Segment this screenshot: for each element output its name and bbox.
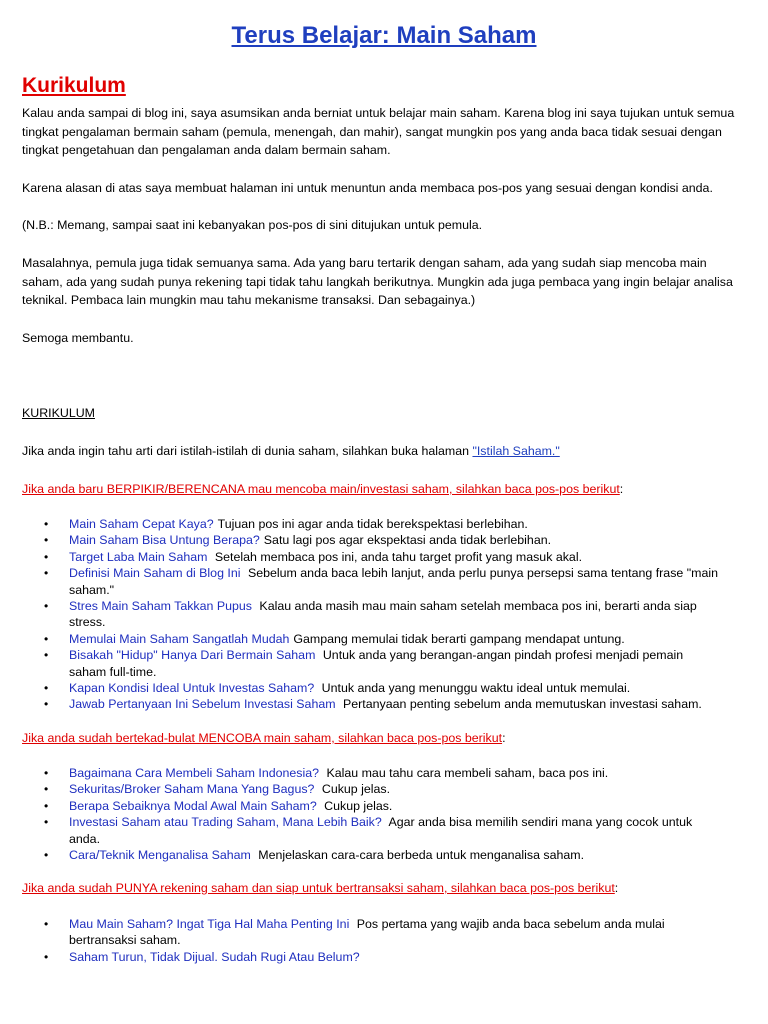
bullet-icon: • xyxy=(44,599,49,614)
list-item xyxy=(22,847,722,863)
intro-paragraph-1: Kalau anda sampai di blog ini, saya asumsikan anda berniat untuk belajar main saham. Karena blog ini saya tujukan untuk semua tingkat pengalaman bermain saham (pemula, menengah, dan mahir), sangat mungkin pos yang anda baca tidak sesuai dengan tingkat pengetahuan dan pengalaman anda dalam bermain saham. xyxy=(22,106,735,157)
kurikulum-heading: Kurikulum xyxy=(22,74,126,97)
post-link[interactable]: Kapan Kondisi Ideal Untuk Investas Saham? xyxy=(69,681,315,696)
bullet-icon: • xyxy=(44,631,49,646)
post-description: Agar anda bisa memilih sendiri mana yang cocok untuk anda. xyxy=(69,815,693,846)
intro-paragraph-5: Semoga membantu. xyxy=(22,331,134,345)
bullet-icon: • xyxy=(44,566,49,581)
post-description: Kalau mau tahu cara membeli saham, baca pos ini. xyxy=(323,766,609,780)
post-link[interactable]: Main Saham Bisa Untung Berapa? xyxy=(69,533,260,548)
list-item xyxy=(22,916,722,949)
post-link[interactable]: Cara/Teknik Menganalisa Saham xyxy=(69,848,251,863)
post-description: Gampang memulai tidak berarti gampang mendapat untung. xyxy=(293,631,625,646)
section-3-list xyxy=(22,916,722,965)
post-description: Untuk anda yang menunggu waktu ideal untuk memulai. xyxy=(318,681,631,696)
list-item xyxy=(22,532,722,548)
post-link[interactable]: Sekuritas/Broker Saham Mana Yang Bagus? xyxy=(69,782,315,797)
post-link[interactable]: Mau Main Saham? Ingat Tiga Hal Maha Penting Ini xyxy=(69,917,350,931)
post-link[interactable]: Bisakah "Hidup" Hanya Dari Bermain Saham xyxy=(69,648,316,663)
post-description: Cukup jelas. xyxy=(318,782,391,797)
section-1-heading-colon: : xyxy=(619,482,624,496)
list-item xyxy=(22,680,722,696)
post-link[interactable]: Main Saham Cepat Kaya? xyxy=(69,517,214,531)
bullet-icon: • xyxy=(44,648,49,663)
list-item xyxy=(22,549,722,565)
list-item xyxy=(22,798,722,814)
post-link[interactable]: Saham Turun, Tidak Dijual. Sudah Rugi Atau Belum? xyxy=(69,949,360,964)
bullet-icon: • xyxy=(44,517,49,531)
list-item xyxy=(22,631,722,647)
bullet-icon: • xyxy=(44,798,49,813)
list-item xyxy=(22,647,722,680)
post-link[interactable]: Bagaimana Cara Membeli Saham Indonesia? xyxy=(69,766,320,780)
post-link[interactable]: Jawab Pertanyaan Ini Sebelum Investasi Saham xyxy=(69,697,336,712)
list-item xyxy=(22,565,722,598)
page-title[interactable]: Terus Belajar: Main Saham xyxy=(231,22,537,49)
istilah-text: Jika anda ingin tahu arti dari istilah-istilah di dunia saham, silahkan buka halaman xyxy=(22,444,473,458)
intro-paragraph-3: (N.B.: Memang, sampai saat ini kebanyakan pos-pos di sini ditujukan untuk pemula. xyxy=(22,218,483,232)
post-link[interactable]: Definisi Main Saham di Blog Ini xyxy=(69,566,241,581)
section-3-heading-text: Jika anda sudah PUNYA rekening saham dan siap untuk bertransaksi saham, silahkan baca pos-pos berikut xyxy=(22,881,615,895)
post-description: Untuk anda yang berangan-angan pindah profesi menjadi pemain saham full-time. xyxy=(69,648,684,679)
section-2-heading xyxy=(22,729,746,748)
post-description: Pertanyaan penting sebelum anda memutuskan investasi saham. xyxy=(339,697,702,712)
post-description: Cukup jelas. xyxy=(320,798,393,813)
intro-paragraph-4: Masalahnya, pemula juga tidak semuanya sama. Ada yang baru tertarik dengan saham, ada yang sudah siap mencoba main saham, ada yang sudah punya rekening tapi tidak tahu langkah berikutnya. Mungkin ada juga pembaca yang ingin belajar analisa teknikal. Pembaca lain mungkin mau tahu mekanisme transaksi. Dan sebagainya.) xyxy=(22,256,733,307)
post-description: Tujuan pos ini agar anda tidak berekspektasi berlebihan. xyxy=(217,517,528,531)
post-link[interactable]: Stres Main Saham Takkan Pupus xyxy=(69,599,252,614)
section-3-heading-colon: : xyxy=(614,881,619,895)
list-item xyxy=(22,781,722,797)
section-1-list xyxy=(22,516,722,713)
section-1-heading-text: Jika anda baru BERPIKIR/BERENCANA mau mencoba main/investasi saham, silahkan baca pos-pos berikut xyxy=(22,482,620,496)
bullet-icon: • xyxy=(44,549,49,564)
post-description: Kalau anda masih mau main saham setelah membaca pos ini, berarti anda siap stress. xyxy=(69,599,697,630)
post-link[interactable]: Berapa Sebaiknya Modal Awal Main Saham? xyxy=(69,798,317,813)
list-item xyxy=(22,949,722,965)
bullet-icon: • xyxy=(44,917,49,931)
post-link[interactable]: Memulai Main Saham Sangatlah Mudah xyxy=(69,631,290,646)
intro-paragraph-2: Karena alasan di atas saya membuat halaman ini untuk menuntun anda membaca pos-pos yang sesuai dengan kondisi anda. xyxy=(22,181,713,195)
bullet-icon: • xyxy=(44,697,49,712)
post-description: Satu lagi pos agar ekspektasi anda tidak berlebihan. xyxy=(263,533,552,548)
section-2-heading-colon: : xyxy=(502,731,506,745)
istilah-paragraph xyxy=(22,442,746,461)
list-item xyxy=(22,598,722,631)
bullet-icon: • xyxy=(44,848,49,863)
section-2-list xyxy=(22,765,722,863)
post-link[interactable]: Target Laba Main Saham xyxy=(69,549,208,564)
post-link[interactable]: Investasi Saham atau Trading Saham, Mana Lebih Baik? xyxy=(69,815,382,830)
kurikulum-label: KURIKULUM xyxy=(22,406,95,420)
list-item xyxy=(22,696,722,712)
post-description: Pos pertama yang wajib anda baca sebelum anda mulai bertransaksi saham. xyxy=(69,917,665,948)
post-description: Setelah membaca pos ini, anda tahu target profit yang masuk akal. xyxy=(211,549,583,564)
bullet-icon: • xyxy=(44,533,49,548)
list-item xyxy=(22,814,722,847)
bullet-icon: • xyxy=(44,782,49,797)
post-description: Sebelum anda baca lebih lanjut, anda perlu punya persepsi sama tentang frase "main saham." xyxy=(69,566,718,597)
section-2-heading-text: Jika anda sudah bertekad-bulat MENCOBA main saham, silahkan baca pos-pos berikut xyxy=(22,731,503,745)
bullet-icon: • xyxy=(44,681,49,696)
list-item xyxy=(22,516,722,532)
bullet-icon: • xyxy=(44,949,49,964)
list-item xyxy=(22,765,722,781)
section-1-heading xyxy=(22,480,746,499)
post-description: Menjelaskan cara-cara berbeda untuk menganalisa saham. xyxy=(254,848,585,863)
bullet-icon: • xyxy=(44,766,49,780)
section-3-heading xyxy=(22,879,746,898)
bullet-icon: • xyxy=(44,815,49,830)
istilah-saham-link[interactable]: "Istilah Saham." xyxy=(472,444,560,458)
